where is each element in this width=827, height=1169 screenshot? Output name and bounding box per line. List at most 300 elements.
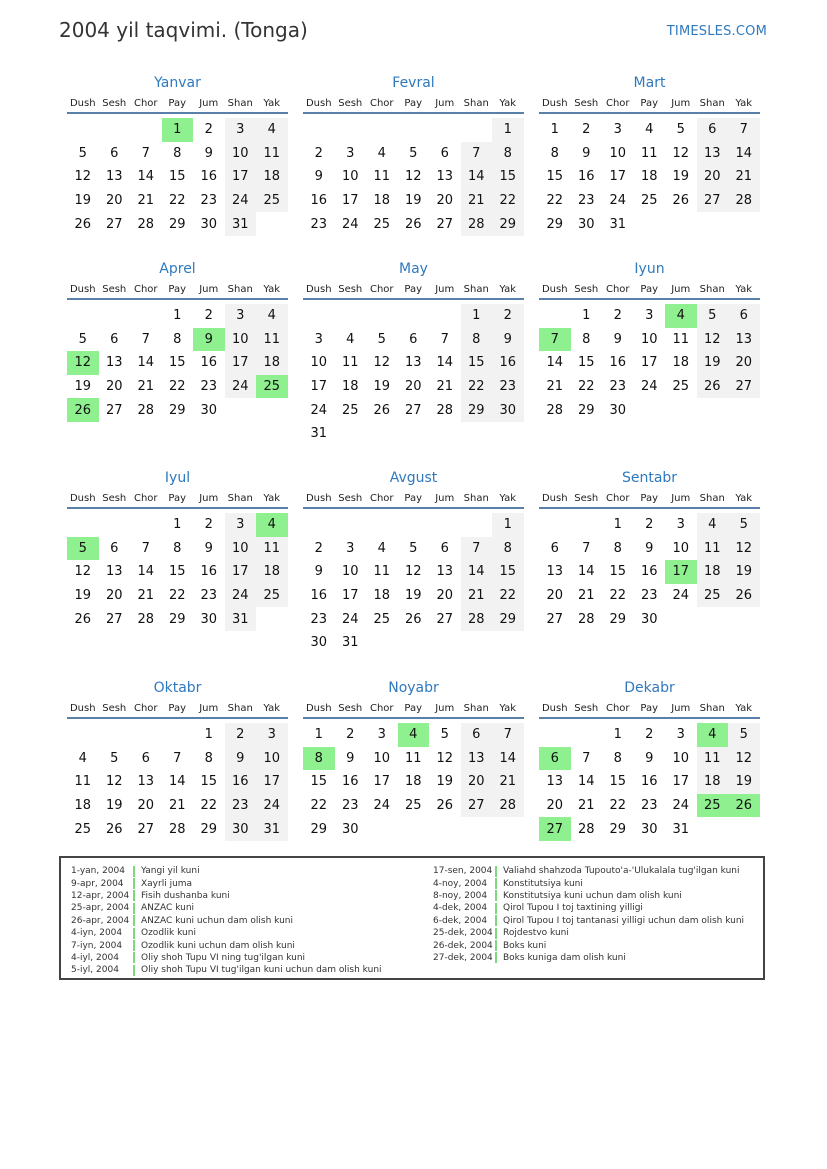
holiday-day-cell: 4 [398,723,430,747]
day-cell: 11 [256,328,288,352]
holiday-day-cell: 26 [67,398,99,422]
legend-holiday-name: Valiahd shahzoda Tupouto'a-'Ulukalala tug'ilgan kuni [503,866,740,877]
day-cell: 25 [256,584,288,608]
day-cell: 4 [78,750,87,766]
day-cell: 26 [74,216,92,232]
day-cell: 7 [141,145,150,161]
empty-cell [697,212,729,236]
legend-holiday-name: Oliy shoh Tupu VI tug'ilgan kuni uchun dam olish kuni [141,965,382,976]
empty-cell [99,513,131,537]
day-cell: 18 [672,355,690,371]
day-cell: 7 [492,723,524,747]
day-cell: 25 [697,584,729,608]
day-cell: 17 [341,193,359,209]
day-cell: 6 [728,304,760,328]
day-cell: 22 [492,189,524,213]
empty-cell [256,212,288,236]
month-may [303,258,524,446]
day-cell: 8 [582,331,591,347]
weekday-label: Sesh [574,702,599,714]
day-cell: 19 [105,798,123,814]
day-cell: 22 [492,584,524,608]
day-cell: 23 [640,588,658,604]
legend-date: 17-sen, 2004 [433,866,493,877]
weekday-label: Pay [168,97,187,109]
day-cell: 23 [310,216,328,232]
day-cell: 24 [373,798,391,814]
weekday-label: Chor [369,702,394,714]
day-cell: 26 [404,216,422,232]
empty-cell [461,817,493,841]
weekday-label: Pay [404,492,423,504]
weekday-label: Jum [671,97,691,109]
weekday-label: Shan [699,702,725,714]
weekday-label: Sesh [338,702,363,714]
day-cell: 29 [310,821,328,837]
days-grid [303,513,524,655]
day-cell: 11 [341,355,359,371]
day-cell: 3 [225,304,257,328]
day-cell: 27 [105,611,123,627]
day-cell: 1 [492,513,524,537]
day-cell: 19 [436,774,454,790]
day-cell: 10 [609,145,627,161]
day-cell: 31 [609,216,627,232]
day-cell: 20 [404,379,422,395]
day-cell: 24 [256,794,288,818]
weekday-header [539,94,760,114]
weekday-label: Jum [671,492,691,504]
day-cell: 9 [645,750,654,766]
day-cell: 21 [492,770,524,794]
day-cell: 27 [436,611,454,627]
day-cell: 16 [200,355,218,371]
empty-cell [67,723,99,747]
day-cell: 2 [645,517,654,533]
day-cell: 24 [225,375,257,399]
day-cell: 15 [168,355,186,371]
day-cell: 20 [105,193,123,209]
day-cell: 23 [225,794,257,818]
day-cell: 19 [728,770,760,794]
weekday-label: Pay [640,97,659,109]
day-cell: 8 [204,750,213,766]
day-cell: 17 [225,351,257,375]
month-name: Noyabr [388,680,439,696]
weekday-label: Sesh [102,283,127,295]
day-cell: 20 [728,351,760,375]
empty-cell [665,212,697,236]
day-cell: 1 [613,517,622,533]
month-name: Sentabr [621,470,678,486]
empty-cell [67,513,99,537]
holiday-day-cell: 4 [665,304,697,328]
day-cell: 12 [373,355,391,371]
legend-date: 12-apr, 2004 [71,890,130,901]
day-cell: 13 [105,355,123,371]
weekday-label: Jum [435,702,455,714]
holiday-day-cell: 17 [665,560,697,584]
day-cell: 12 [74,169,92,185]
holiday-day-cell: 6 [539,747,571,771]
day-cell: 3 [645,308,654,324]
weekday-label: Sesh [574,283,599,295]
day-cell: 7 [461,142,493,166]
empty-cell [571,513,603,537]
day-cell: 20 [546,798,564,814]
empty-cell [697,607,729,631]
day-cell: 1 [173,308,182,324]
weekday-label: Yak [263,492,281,504]
day-cell: 11 [697,537,729,561]
day-cell: 21 [728,165,760,189]
day-cell: 13 [105,169,123,185]
day-cell: 14 [137,564,155,580]
day-cell: 18 [697,560,729,584]
day-cell: 22 [310,798,328,814]
day-cell: 30 [577,216,595,232]
day-cell: 26 [728,584,760,608]
month-sentabr [539,467,760,631]
legend-date: 4-dek, 2004 [433,903,488,914]
day-cell: 3 [314,331,323,347]
day-cell: 6 [110,145,119,161]
day-cell: 2 [613,308,622,324]
legend-marker [495,878,497,889]
day-cell: 21 [461,584,493,608]
month-mart [539,72,760,236]
weekday-label: Shan [463,702,489,714]
day-cell: 1 [173,517,182,533]
day-cell: 10 [640,331,658,347]
holiday-day-cell: 27 [539,817,571,841]
day-cell: 29 [609,611,627,627]
month-yanvar [67,72,288,236]
day-cell: 26 [74,611,92,627]
day-cell: 17 [672,774,690,790]
empty-cell [162,723,194,747]
day-cell: 3 [225,118,257,142]
day-cell: 6 [110,331,119,347]
day-cell: 11 [256,537,288,561]
legend-item [433,927,744,939]
empty-cell [728,607,760,631]
weekday-label: Pay [404,283,423,295]
legend-date: 6-dek, 2004 [433,915,488,926]
weekday-label: Shan [227,702,253,714]
legend-holiday-name: ANZAC kuni uchun dam olish kuni [141,915,293,926]
empty-cell [67,304,99,328]
legend-holiday-name: Ozodlik kuni [141,928,196,939]
holiday-day-cell: 4 [697,723,729,747]
weekday-header [539,699,760,719]
day-cell: 4 [697,513,729,537]
empty-cell [539,304,571,328]
day-cell: 13 [461,747,493,771]
day-cell: 3 [346,145,355,161]
legend-holiday-name: Boks kuniga dam olish kuni [503,952,626,963]
day-cell: 5 [78,331,87,347]
legend-item [71,964,382,976]
day-cell: 15 [168,169,186,185]
empty-cell [571,723,603,747]
day-cell: 31 [341,635,359,651]
day-cell: 28 [137,216,155,232]
day-cell: 21 [137,193,155,209]
legend-date: 5-iyl, 2004 [71,965,119,976]
weekday-label: Shan [699,492,725,504]
weekday-label: Dush [541,492,568,504]
day-cell: 21 [577,588,595,604]
day-cell: 30 [200,216,218,232]
empty-cell [366,817,398,841]
legend-marker [133,928,135,939]
day-cell: 9 [204,540,213,556]
empty-cell [429,513,461,537]
day-cell: 11 [404,750,422,766]
day-cell: 3 [377,727,386,743]
day-cell: 14 [168,774,186,790]
day-cell: 22 [577,379,595,395]
weekday-label: Yak [735,97,753,109]
weekday-label: Dush [305,97,332,109]
day-cell: 10 [256,747,288,771]
day-cell: 15 [609,774,627,790]
legend-item [433,890,744,902]
day-cell: 27 [105,402,123,418]
holiday-day-cell: 1 [162,118,194,142]
brand-logo-link[interactable]: TIMESLES.COM [666,24,767,39]
day-cell: 10 [373,750,391,766]
day-cell: 8 [550,145,559,161]
month-name: Oktabr [153,680,202,696]
day-cell: 19 [74,193,92,209]
weekday-header [67,94,288,114]
day-cell: 17 [256,770,288,794]
weekday-label: Shan [699,97,725,109]
day-cell: 1 [204,727,213,743]
empty-cell [366,304,398,328]
day-cell: 29 [168,216,186,232]
day-cell: 3 [256,723,288,747]
empty-cell [539,723,571,747]
day-cell: 13 [105,564,123,580]
day-cell: 5 [728,513,760,537]
day-cell: 19 [74,588,92,604]
day-cell: 17 [225,560,257,584]
legend-holiday-name: Boks kuni [503,940,547,951]
legend-item [71,890,382,902]
month-name: Yanvar [154,75,201,91]
month-name: Avgust [389,470,438,486]
day-cell: 16 [225,770,257,794]
day-cell: 10 [672,540,690,556]
weekday-header [539,489,760,509]
weekday-label: Yak [735,702,753,714]
day-cell: 18 [404,774,422,790]
legend-holiday-name: Konstitutsiya kuni uchun dam olish kuni [503,890,682,901]
empty-cell [398,513,430,537]
day-cell: 11 [373,169,391,185]
day-cell: 15 [168,564,186,580]
day-cell: 18 [341,379,359,395]
day-cell: 10 [341,564,359,580]
day-cell: 19 [373,379,391,395]
weekday-label: Yak [735,283,753,295]
legend-date: 7-iyn, 2004 [71,940,123,951]
day-cell: 10 [225,328,257,352]
day-cell: 28 [577,611,595,627]
weekday-label: Jum [435,283,455,295]
day-cell: 2 [346,727,355,743]
day-cell: 14 [577,564,595,580]
weekday-header [67,489,288,509]
days-grid [303,118,524,236]
legend-holiday-name: ANZAC kuni [141,903,195,914]
day-cell: 11 [256,142,288,166]
day-cell: 7 [141,331,150,347]
day-cell: 12 [728,537,760,561]
day-cell: 1 [492,118,524,142]
day-cell: 22 [200,798,218,814]
empty-cell [492,631,524,655]
day-cell: 24 [310,402,328,418]
day-cell: 20 [461,770,493,794]
empty-cell [665,607,697,631]
day-cell: 12 [404,169,422,185]
day-cell: 22 [168,588,186,604]
day-cell: 4 [377,145,386,161]
day-cell: 27 [728,375,760,399]
day-cell: 7 [440,331,449,347]
weekday-label: Jum [435,97,455,109]
day-cell: 15 [492,560,524,584]
weekday-label: Pay [640,702,659,714]
empty-cell [665,398,697,422]
day-cell: 21 [461,189,493,213]
weekday-label: Dush [305,492,332,504]
day-cell: 29 [168,402,186,418]
legend-date: 25-dek, 2004 [433,928,493,939]
page-title: 2004 yil taqvimi. (Tonga) [59,18,308,42]
day-cell: 15 [200,774,218,790]
day-cell: 20 [697,165,729,189]
day-cell: 23 [492,375,524,399]
empty-cell [366,118,398,142]
day-cell: 23 [341,798,359,814]
day-cell: 5 [409,540,418,556]
day-cell: 9 [613,331,622,347]
empty-cell [366,513,398,537]
month-noyabr [303,677,524,841]
day-cell: 8 [613,750,622,766]
day-cell: 6 [461,723,493,747]
day-cell: 19 [74,379,92,395]
day-cell: 13 [436,564,454,580]
day-cell: 26 [105,821,123,837]
days-grid [67,118,288,236]
day-cell: 18 [74,798,92,814]
month-name: Iyul [164,470,191,486]
empty-cell [366,422,398,446]
day-cell: 4 [256,304,288,328]
weekday-label: Chor [133,702,158,714]
weekday-label: Dush [541,97,568,109]
day-cell: 4 [377,540,386,556]
empty-cell [461,631,493,655]
weekday-label: Jum [671,283,691,295]
legend-holiday-name: Qirol Tupou I toj taxtining yilligi [503,903,643,914]
day-cell: 14 [577,774,595,790]
day-cell: 20 [436,588,454,604]
empty-cell [398,631,430,655]
day-cell: 9 [314,169,323,185]
legend-date: 26-apr, 2004 [71,915,130,926]
empty-cell [429,631,461,655]
weekday-label: Pay [168,492,187,504]
weekday-header [303,699,524,719]
day-cell: 20 [546,588,564,604]
legend-item [71,952,382,964]
empty-cell [398,817,430,841]
weekday-label: Pay [404,97,423,109]
day-cell: 21 [577,798,595,814]
day-cell: 28 [461,607,493,631]
day-cell: 21 [137,379,155,395]
day-cell: 5 [409,145,418,161]
day-cell: 13 [546,774,564,790]
empty-cell [634,398,666,422]
day-cell: 24 [672,798,690,814]
day-cell: 9 [492,328,524,352]
month-name: Fevral [392,75,435,91]
day-cell: 27 [436,216,454,232]
weekday-label: Dush [69,97,96,109]
empty-cell [429,817,461,841]
holiday-day-cell: 25 [256,375,288,399]
holiday-day-cell: 4 [256,513,288,537]
empty-cell [335,422,367,446]
day-cell: 6 [697,118,729,142]
day-cell: 23 [609,379,627,395]
day-cell: 18 [256,560,288,584]
day-cell: 15 [546,169,564,185]
day-cell: 18 [640,169,658,185]
day-cell: 30 [492,398,524,422]
day-cell: 17 [373,774,391,790]
legend-holiday-name: Xayrli juma [141,878,193,889]
day-cell: 17 [609,169,627,185]
day-cell: 28 [168,821,186,837]
empty-cell [728,212,760,236]
day-cell: 14 [492,747,524,771]
weekday-header [303,280,524,300]
legend-holiday-name: Fisih dushanba kuni [141,890,230,901]
legend-marker [495,903,497,914]
days-grid [303,304,524,446]
weekday-label: Shan [227,97,253,109]
day-cell: 28 [137,611,155,627]
day-cell: 8 [613,540,622,556]
day-cell: 16 [577,169,595,185]
holiday-legend [59,856,765,980]
day-cell: 18 [256,165,288,189]
day-cell: 30 [640,611,658,627]
weekday-label: Sesh [338,97,363,109]
day-cell: 12 [672,145,690,161]
legend-item [71,915,382,927]
weekday-label: Sesh [338,492,363,504]
